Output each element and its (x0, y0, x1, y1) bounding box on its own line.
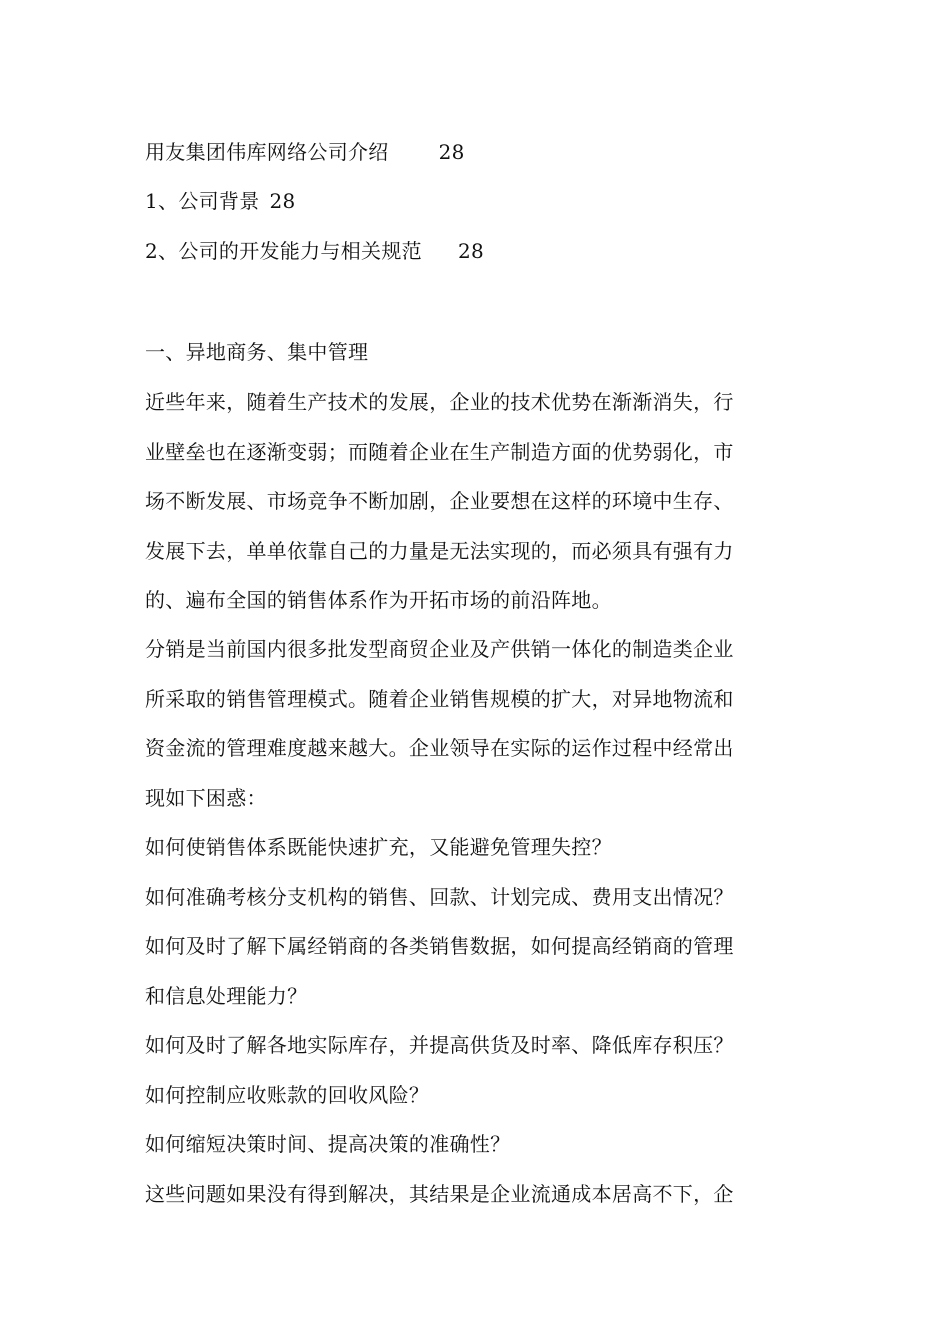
paragraph-line: 如何及时了解各地实际库存，并提高供货及时率、降低库存积压？ (145, 1033, 734, 1057)
paragraph-line: 如何控制应收账款的回收风险？ (145, 1083, 430, 1107)
paragraph-line: 场不断发展、市场竞争不断加剧，企业要想在这样的环境中生存、 (145, 489, 734, 513)
toc-entry-text: 1、公司背景 (145, 189, 260, 213)
paragraph-line: 分销是当前国内很多批发型商贸企业及产供销一体化的制造类企业 (145, 637, 734, 661)
toc-entry (145, 139, 465, 165)
section-heading: 一、异地商务、集中管理 (145, 340, 369, 364)
paragraph-line: 近些年来，随着生产技术的发展，企业的技术优势在渐渐消失，行 (145, 390, 734, 414)
paragraph-line: 的、遍布全国的销售体系作为开拓市场的前沿阵地。 (145, 588, 612, 612)
paragraph-line: 和信息处理能力？ (145, 984, 308, 1008)
toc-entry-page: 28 (438, 140, 465, 164)
paragraph-line: 所采取的销售管理模式。随着企业销售规模的扩大，对异地物流和 (145, 687, 734, 711)
paragraph-line: 现如下困惑： (145, 786, 267, 810)
toc-entry-text: 2、公司的开发能力与相关规范 (145, 239, 422, 263)
paragraph-line: 如何使销售体系既能快速扩充，又能避免管理失控？ (145, 835, 612, 859)
toc-entry-page: 28 (269, 189, 296, 213)
toc-entry-text: 用友集团伟库网络公司介绍 (145, 140, 389, 164)
toc-entry-page: 28 (457, 239, 484, 263)
toc-entry (145, 238, 484, 264)
paragraph-line: 这些问题如果没有得到解决，其结果是企业流通成本居高不下，企 (145, 1182, 734, 1206)
paragraph-line: 如何及时了解下属经销商的各类销售数据，如何提高经销商的管理 (145, 934, 734, 958)
paragraph-line: 业壁垒也在逐渐变弱；而随着企业在生产制造方面的优势弱化，市 (145, 440, 734, 464)
paragraph-line: 资金流的管理难度越来越大。企业领导在实际的运作过程中经常出 (145, 736, 734, 760)
paragraph-line: 如何准确考核分支机构的销售、回款、计划完成、费用支出情况？ (145, 885, 734, 909)
paragraph-line: 如何缩短决策时间、提高决策的准确性？ (145, 1132, 511, 1156)
paragraph-line: 发展下去，单单依靠自己的力量是无法实现的，而必须具有强有力 (145, 539, 734, 563)
toc-entry (145, 188, 296, 214)
